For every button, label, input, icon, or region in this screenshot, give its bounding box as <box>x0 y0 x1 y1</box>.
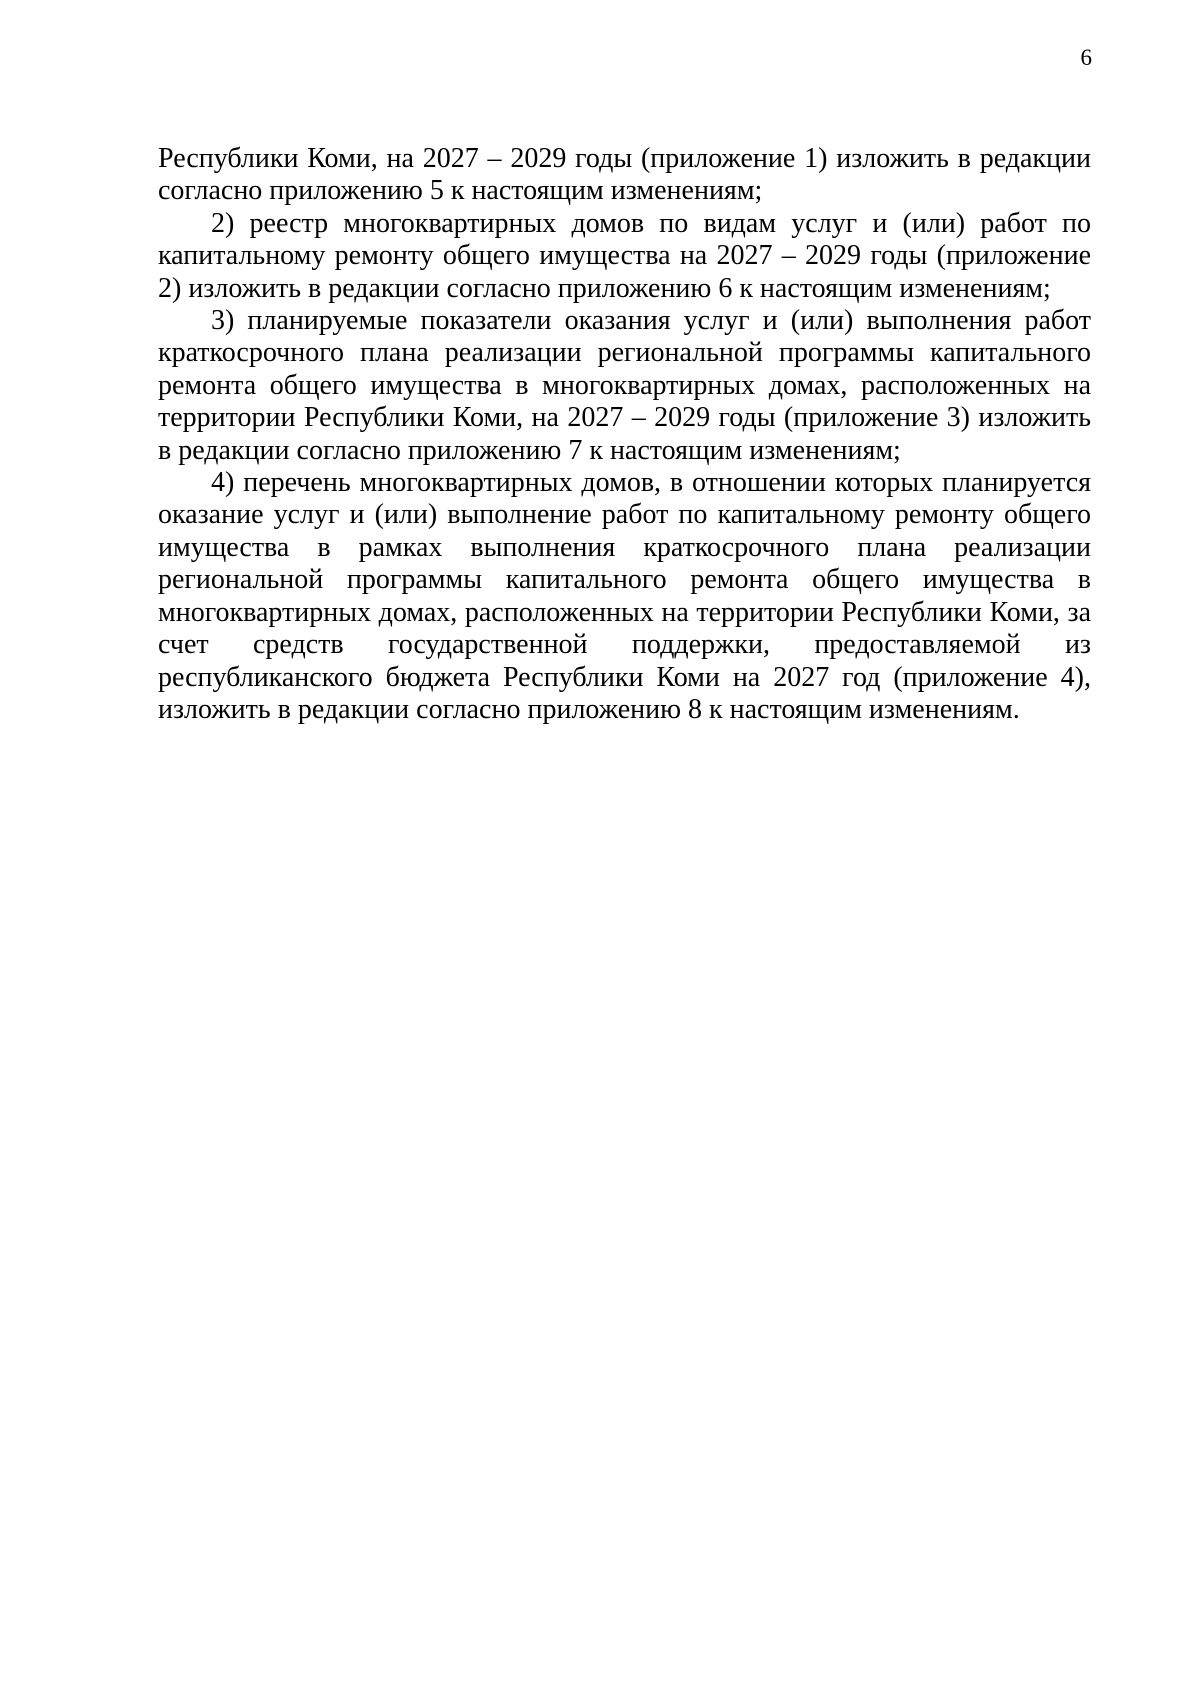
page-number: 6 <box>1080 45 1092 70</box>
paragraph-item-2: 2) реестр многоквартирных домов по видам услуг и (или) работ по капитальному ремонту общего имущества на 2027 – 2029 годы (приложение 2) изложить в редакции согласно приложению 6 к настоящим изменениям; <box>158 207 1091 304</box>
paragraph-item-3: 3) планируемые показатели оказания услуг и (или) выполнения работ краткосрочного плана реализации региональной программы капитального ремонта общего имущества в многоквартирных домах, расположенных на территории Республики Коми, на 2027 – 2029 годы (приложение 3) изложить в редакции согласно приложению 7 к настоящим изменениям; <box>158 305 1091 466</box>
document-body <box>158 143 1091 726</box>
paragraph-continuation: Республики Коми, на 2027 – 2029 годы (приложение 1) изложить в редакции согласно приложению 5 к настоящим изменениям; <box>158 143 1091 207</box>
paragraph-item-4: 4) перечень многоквартирных домов, в отношении которых планируется оказание услуг и (или) выполнение работ по капитальному ремонту общего имущества в рамках выполнения краткосрочного плана реализации региональной программы капитального ремонта общего имущества в многоквартирных домах, расположенных на территории Республики Коми, за счет средств государственной поддержки, предоставляемой из республиканского бюджета Республики Коми на 2027 год (приложение 4), изложить в редакции согласно приложению 8 к настоящим изменениям. <box>158 467 1091 725</box>
